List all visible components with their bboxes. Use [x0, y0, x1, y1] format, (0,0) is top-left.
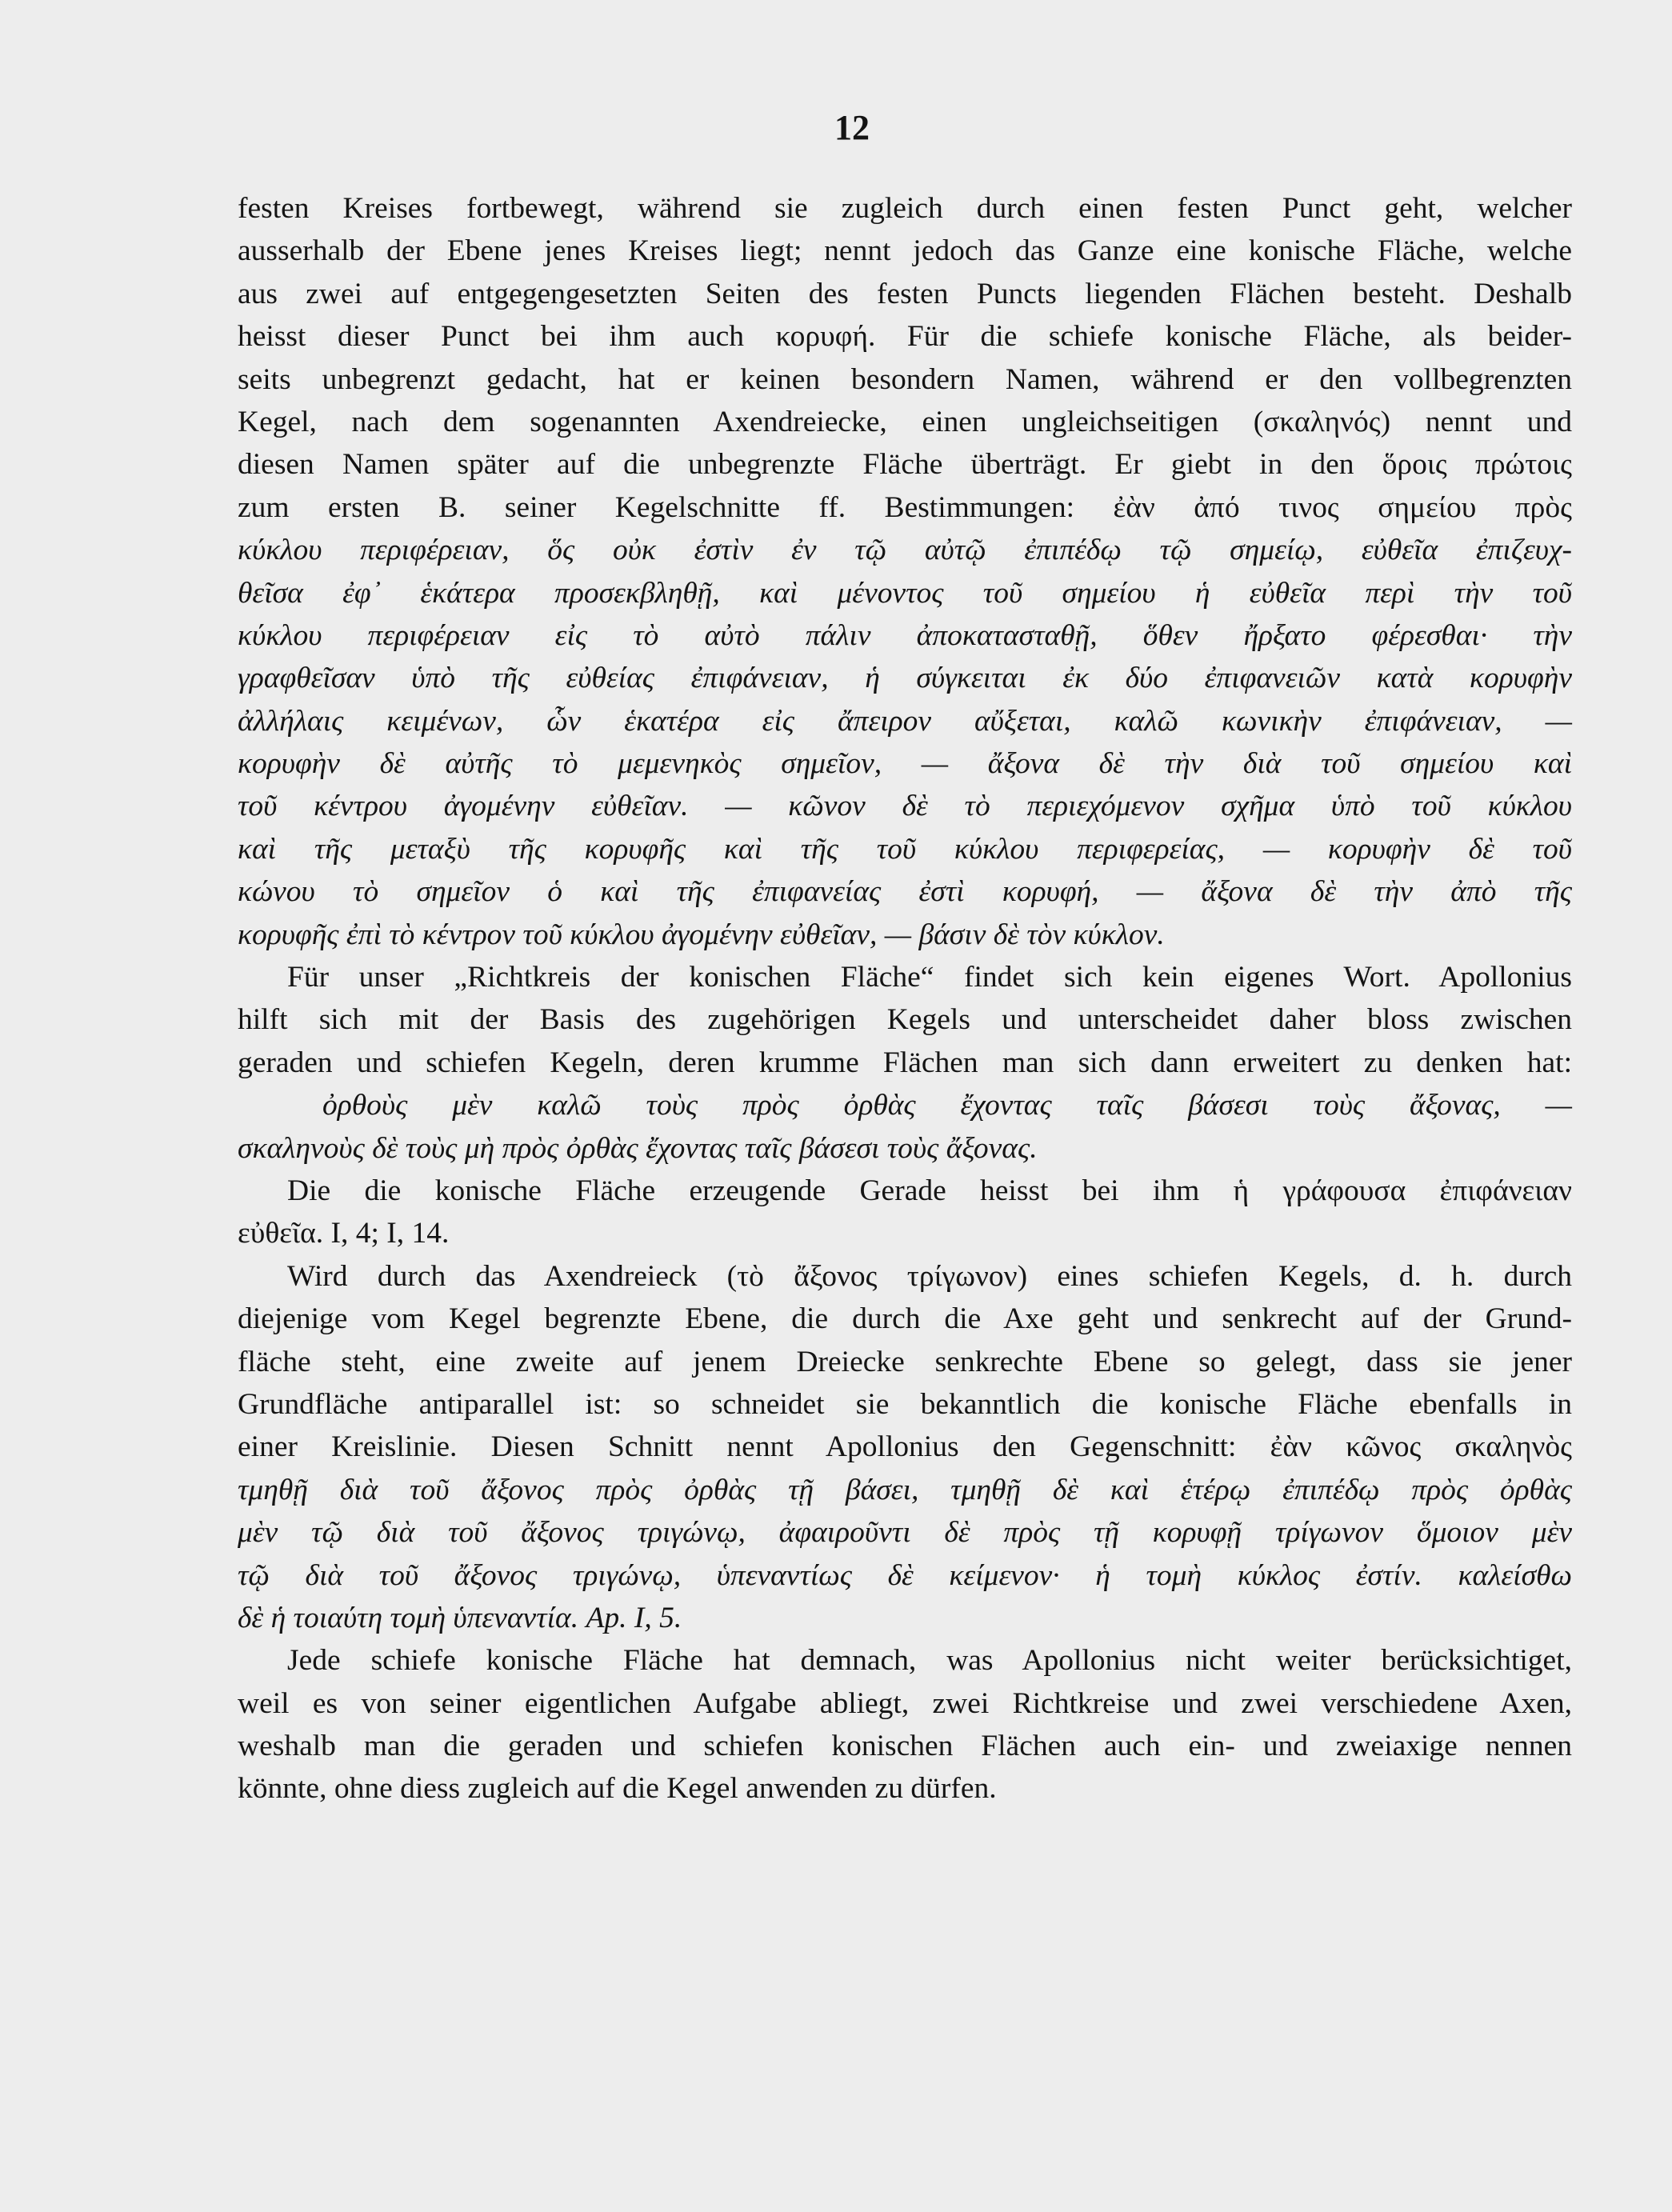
text-line: μὲν τῷ διὰ τοῦ ἄξονος τριγώνῳ, ἀφαιροῦντι δὲ πρὸς τῇ κορυφῇ τρίγωνον ὅμοιον μὲν	[238, 1516, 1572, 1550]
text-line: Für unser „Richtkreis der konischen Fläche“ findet sich kein eigenes Wort. Apollonius	[287, 961, 1572, 994]
page-body	[238, 187, 1572, 1810]
text-line: γραφθεῖσαν ὑπὸ τῆς εὐθείας ἐπιφάνειαν, ἡ σύγκειται ἐκ δύο ἐπιφανειῶν κατὰ κορυφὴν	[238, 662, 1572, 695]
text-line: σκαληνοὺς δὲ τοὺς μὴ πρὸς ὀρθὰς ἔχοντας ταῖς βάσεσι τοὺς ἄξονας.	[238, 1131, 1038, 1165]
page-number: 12	[834, 108, 870, 147]
text-line: καὶ τῆς μεταξὺ τῆς κορυφῆς καὶ τῆς τοῦ κύκλου περιφερείας, — κορυφὴν δὲ τοῦ	[238, 832, 1572, 866]
text-line: könnte, ohne diess zugleich auf die Kegel anwenden zu dürfen.	[238, 1772, 997, 1806]
text-line: Grundfläche antiparallel ist: so schneidet sie bekanntlich die konische Fläche ebenfalls in	[238, 1387, 1572, 1421]
text-line: seits unbegrenzt gedacht, hat er keinen besondern Namen, während er den vollbegrenzten	[238, 362, 1572, 396]
text-line: hilft sich mit der Basis des zugehörigen Kegels und unterscheidet daher bloss zwischen	[238, 1003, 1572, 1037]
text-line: ausserhalb der Ebene jenes Kreises liegt; nennt jedoch das Ganze eine konische Fläche, welche	[238, 234, 1572, 268]
text-line: Die die konische Fläche erzeugende Gerade heisst bei ihm ἡ γράφουσα ἐπιφάνειαν	[287, 1174, 1572, 1207]
text-line: weil es von seiner eigentlichen Aufgabe abliegt, zwei Richtkreise und zwei verschiedene Axen,	[238, 1686, 1572, 1720]
text-line: θεῖσα ἐφ᾽ ἑκάτερα προσεκβληθῇ, καὶ μένοντος τοῦ σημείου ἡ εὐθεῖα περὶ τὴν τοῦ	[238, 576, 1572, 610]
text-line: ὀρθοὺς μὲν καλῶ τοὺς πρὸς ὀρθὰς ἔχοντας ταῖς βάσεσι τοὺς ἄξονας, —	[322, 1089, 1572, 1122]
text-line: τοῦ κέντρου ἀγομένην εὐθεῖαν. — κῶνον δὲ τὸ περιεχόμενον σχῆμα ὑπὸ τοῦ κύκλου	[238, 790, 1572, 823]
text-line: Kegel, nach dem sogenannten Axendreiecke, einen ungleichseitigen (σκαληνός) nennt und	[238, 405, 1572, 438]
text-line: ἀλλήλαις κειμένων, ὧν ἑκατέρα εἰς ἄπειρον αὔξεται, καλῶ κωνικὴν ἐπιφάνειαν, —	[238, 704, 1572, 738]
text-line: weshalb man die geraden und schiefen konischen Flächen auch ein- und zweiaxige nennen	[238, 1730, 1572, 1763]
text-line: τμηθῇ διὰ τοῦ ἄξονος πρὸς ὀρθὰς τῇ βάσει, τμηθῇ δὲ καὶ ἑτέρῳ ἐπιπέδῳ πρὸς ὀρθὰς	[238, 1473, 1572, 1506]
text-line: zum ersten B. seiner Kegelschnitte ff. Bestimmungen: ἐὰν ἀπό τινος σημείου πρὸς	[238, 490, 1572, 524]
text-line: festen Kreises fortbewegt, während sie zugleich durch einen festen Punct geht, welcher	[238, 192, 1572, 225]
text-line: κύκλου περιφέρειαν, ὅς οὐκ ἐστὶν ἐν τῷ αὐτῷ ἐπιπέδῳ τῷ σημείῳ, εὐθεῖα ἐπιζευχ-	[238, 534, 1572, 567]
text-line: diejenige vom Kegel begrenzte Ebene, die durch die Axe geht und senkrecht auf der Grund-	[238, 1302, 1572, 1336]
text-line: κύκλου περιφέρειαν εἰς τὸ αὐτὸ πάλιν ἀποκατασταθῇ, ὅθεν ἤρξατο φέρεσθαι· τὴν	[238, 618, 1572, 652]
text-line: δὲ ἡ τοιαύτη τομὴ ὑπεναντία. Ap. I, 5.	[238, 1601, 682, 1634]
text-line: diesen Namen später auf die unbegrenzte Fläche überträgt. Er giebt in den ὅροις πρώτοις	[238, 448, 1572, 482]
text-line: heisst dieser Punct bei ihm auch κορυφή. Für die schiefe konische Fläche, als beider-	[238, 320, 1572, 354]
text-line: einer Kreislinie. Diesen Schnitt nennt Apollonius den Gegenschnitt: ἐὰν κῶνος σκαληνὸς	[238, 1430, 1572, 1464]
text-line: aus zwei auf entgegengesetzten Seiten des festen Puncts liegenden Flächen besteht. Deshalb	[238, 277, 1572, 310]
text-line: κορυφὴν δὲ αὐτῆς τὸ μεμενηκὸς σημεῖον, — ἄξονα δὲ τὴν διὰ τοῦ σημείου καὶ	[238, 747, 1572, 781]
text-line: κορυφῆς ἐπὶ τὸ κέντρον τοῦ κύκλου ἀγομένην εὐθεῖαν, — βάσιν δὲ τὸν κύκλον.	[238, 918, 1165, 951]
text-line: geraden und schiefen Kegeln, deren krumme Flächen man sich dann erweitert zu denken hat:	[238, 1046, 1572, 1079]
text-line: κώνου τὸ σημεῖον ὁ καὶ τῆς ἐπιφανείας ἐστὶ κορυφή, — ἄξονα δὲ τὴν ἀπὸ τῆς	[238, 875, 1572, 909]
text-line: fläche steht, eine zweite auf jenem Dreiecke senkrechte Ebene so gelegt, dass sie jener	[238, 1345, 1572, 1378]
text-line: εὐθεῖα. I, 4; I, 14.	[238, 1217, 450, 1250]
text-line: Jede schiefe konische Fläche hat demnach, was Apollonius nicht weiter berücksichtiget,	[287, 1644, 1572, 1678]
text-line: τῷ διὰ τοῦ ἄξονος τριγώνῳ, ὑπεναντίως δὲ κείμενον· ἡ τομὴ κύκλος ἐστίν. καλείσθω	[238, 1558, 1572, 1592]
text-line: Wird durch das Axendreieck (τὸ ἄξονος τρίγωνον) eines schiefen Kegels, d. h. durch	[287, 1259, 1572, 1293]
